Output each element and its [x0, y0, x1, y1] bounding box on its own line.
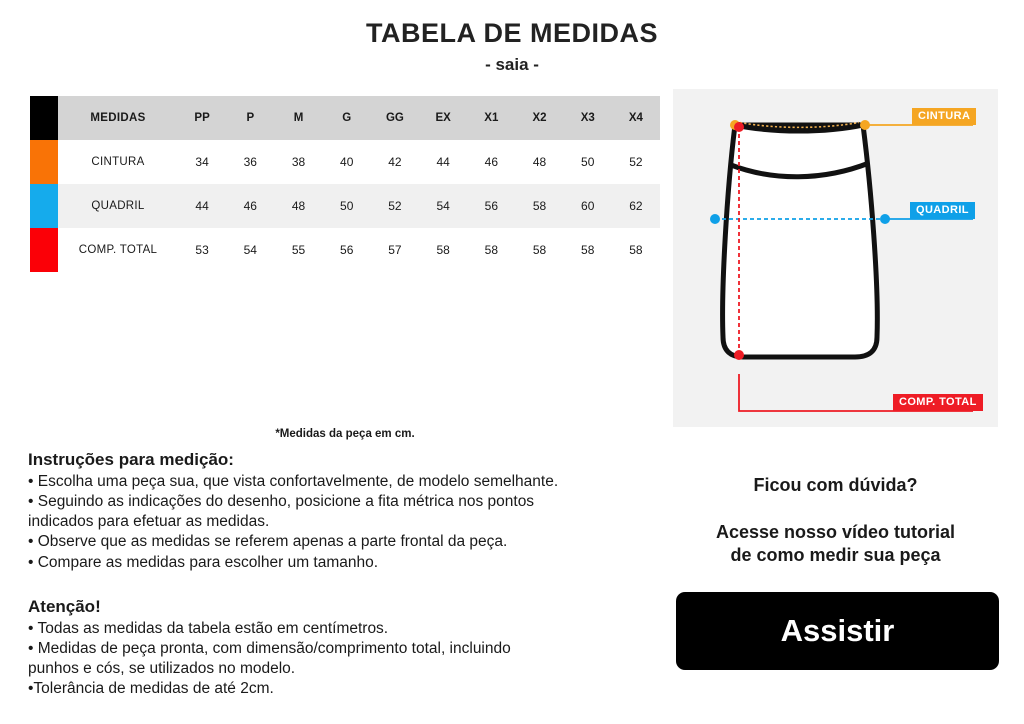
table-cell: 58 [532, 243, 547, 257]
page-title: TABELA DE MEDIDAS [366, 18, 658, 48]
table-cell: 44 [195, 199, 209, 213]
table-cell: 58 [436, 243, 450, 257]
attention-lines [28, 619, 648, 700]
table-cell: 58 [484, 243, 498, 257]
text-line: • Seguindo as indicações do desenho, posicione a fita métrica nos pontos [28, 493, 535, 511]
table-cell: 46 [243, 199, 257, 213]
column-header-size: PP [194, 112, 210, 124]
watch-button[interactable]: Assistir [676, 592, 999, 670]
table-cell: 42 [388, 155, 402, 169]
table-cell: 58 [581, 243, 595, 257]
row-label: QUADRIL [91, 200, 145, 212]
column-header-size: X4 [628, 112, 643, 124]
text-line: • Todas as medidas da tabela estão em centímetros. [28, 620, 389, 637]
text-line: • Observe que as medidas se referem apenas a parte frontal da peça. [28, 533, 508, 551]
table-cell: 57 [388, 243, 402, 257]
instructions-block [28, 450, 648, 573]
table-cell: 53 [195, 243, 209, 257]
skirt-diagram-panel [673, 89, 998, 427]
table-cell: 52 [629, 155, 643, 169]
table-cell: 58 [629, 243, 643, 257]
table-cell: 48 [291, 199, 306, 213]
page-subtitle: - saia - [485, 55, 539, 74]
table-cell: 52 [388, 199, 402, 213]
column-header-size: X3 [580, 112, 595, 124]
text-line: •Tolerância de medidas de até 2cm. [28, 680, 274, 698]
column-header-size: P [246, 112, 255, 124]
swatch-0 [30, 140, 58, 184]
table-row [30, 228, 660, 272]
column-header-size: G [342, 112, 352, 124]
swatch-2 [30, 228, 58, 272]
table-cell: 54 [243, 243, 257, 257]
instructions-lines [28, 472, 648, 573]
table-cell: 40 [340, 155, 354, 169]
size-table [30, 96, 660, 272]
table-cell: 44 [436, 155, 450, 169]
table-cell: 62 [629, 199, 643, 213]
table-cell: 36 [243, 155, 257, 169]
page-header [0, 18, 1024, 75]
instructions-title: Instruções para medição: [28, 450, 234, 469]
table-cell: 56 [340, 243, 354, 257]
cta-line-1: Acesse nosso vídeo tutorial [715, 522, 956, 542]
table-cell: 38 [291, 155, 306, 169]
text-line: • Escolha uma peça sua, que vista confortavelmente, de modelo semelhante. [28, 473, 559, 490]
table-cell: 56 [484, 199, 498, 213]
table-cell: 55 [291, 243, 306, 257]
column-header-size: X2 [532, 112, 547, 124]
badge-quadril: QUADRIL [910, 202, 975, 219]
table-note: *Medidas da peça em cm. [275, 428, 415, 440]
attention-block [28, 597, 648, 700]
table-cell: 46 [484, 155, 498, 169]
table-cell: 48 [532, 155, 547, 169]
column-header-size: X1 [484, 112, 499, 124]
text-line: indicados para efetuar as medidas. [28, 513, 270, 531]
table-cell: 50 [340, 199, 354, 213]
row-label: COMP. TOTAL [78, 244, 158, 256]
table-cell: 54 [436, 199, 450, 213]
table-cell: 58 [532, 199, 547, 213]
column-header-size: M [293, 112, 304, 124]
table-row [30, 140, 660, 184]
cta-question: Ficou com dúvida? [753, 475, 918, 495]
swatch-1 [30, 184, 58, 228]
swatch-header [30, 96, 58, 140]
cta-line-2: de como medir sua peça [730, 545, 941, 565]
column-header-size: EX [435, 112, 451, 124]
attention-title: Atenção! [28, 597, 101, 616]
table-header-row [30, 96, 660, 140]
table-cell: 60 [581, 199, 595, 213]
text-line: • Compare as medidas para escolher um tamanho. [28, 553, 379, 571]
table-row [30, 184, 660, 228]
text-line: punhos e cós, se utilizados no modelo. [28, 660, 296, 678]
table-cell: 50 [581, 155, 595, 169]
table-cell: 34 [195, 155, 209, 169]
column-header-measure: MEDIDAS [90, 112, 146, 124]
row-label: CINTURA [91, 156, 145, 168]
cta-block [673, 475, 998, 566]
text-line: • Medidas de peça pronta, com dimensão/comprimento total, incluindo [28, 640, 511, 658]
skirt-diagram-icon [673, 89, 998, 427]
column-header-size: GG [385, 112, 404, 124]
badge-cintura: CINTURA [912, 108, 976, 125]
badge-comp-total: COMP. TOTAL [893, 394, 983, 411]
